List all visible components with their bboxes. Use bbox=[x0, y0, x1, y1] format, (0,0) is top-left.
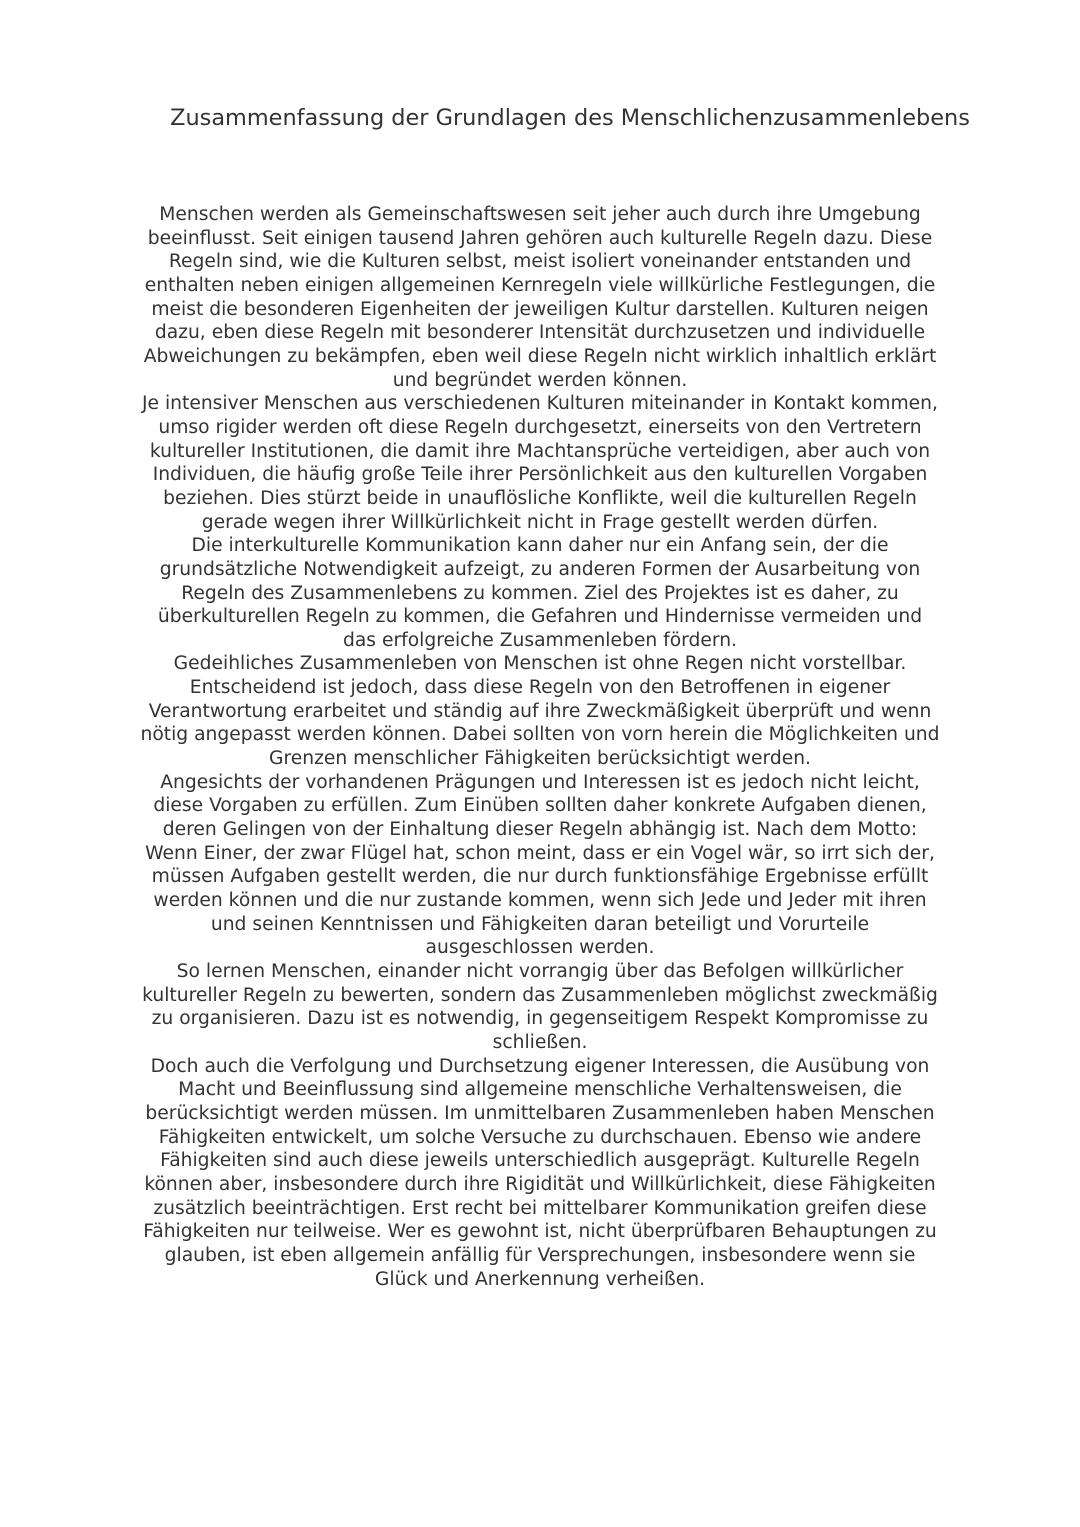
body-text-line: So lernen Menschen, einander nicht vorrangig über das Befolgen willkürlicher bbox=[176, 961, 904, 982]
body-text-line: Abweichungen zu bekämpfen, eben weil diese Regeln nicht wirklich inhaltlich erklärt bbox=[143, 345, 937, 367]
body-text-line: Glück und Anerkennung verheißen. bbox=[374, 1268, 706, 1290]
body-text-line: diese Vorgaben zu erfüllen. Zum Einüben sollten daher konkrete Aufgaben dienen, bbox=[153, 795, 927, 817]
body-text-line: Je intensiver Menschen aus verschiedenen Kulturen miteinander in Kontakt kommen, bbox=[142, 393, 938, 415]
body-text-line: berücksichtigt werden müssen. Im unmittelbaren Zusammenleben haben Menschen bbox=[145, 1102, 935, 1124]
body-text-line: Verantwortung erarbeitet und ständig auf ihre Zweckmäßigkeit überprüft und wenn bbox=[148, 700, 932, 722]
body-text-line: werden können und die nur zustande kommen, wenn sich Jede und Jeder mit ihren bbox=[153, 890, 927, 912]
body-text-line: meist die besonderen Eigenheiten der jeweiligen Kultur darstellen. Kulturen neigen bbox=[151, 298, 929, 320]
body-text-line: dazu, eben diese Regeln mit besonderer Intensität durchzusetzen und individuelle bbox=[154, 322, 926, 344]
body-text-line: Regeln des Zusammenlebens zu kommen. Ziel des Projektes ist es daher, zu bbox=[181, 582, 899, 604]
body-text-line: beziehen. Dies stürzt beide in unauflösliche Konflikte, weil die kulturellen Regeln bbox=[163, 487, 917, 509]
body-text-line: Angesichts der vorhandenen Prägungen und Interessen ist es jedoch nicht leicht, bbox=[160, 771, 920, 793]
body-text-line: überkulturellen Regeln zu kommen, die Gefahren und Hindernisse vermeiden und bbox=[157, 606, 923, 628]
body-text-line: Entscheidend ist jedoch, dass diese Regeln von den Betroffenen in eigener bbox=[189, 677, 891, 699]
body-text-line: deren Gelingen von der Einhaltung dieser Regeln abhängig ist. Nach dem Motto: bbox=[162, 819, 918, 841]
body-text-line: Gedeihliches Zusammenleben von Menschen ist ohne Regen nicht vorstellbar. bbox=[173, 653, 907, 675]
body-text-line: Fähigkeiten nur teilweise. Wer es gewohnt ist, nicht überprüfbaren Behauptungen zu bbox=[143, 1221, 937, 1243]
body-text-line: beeinflusst. Seit einigen tausend Jahren gehören auch kulturelle Regeln dazu. Diese bbox=[147, 227, 933, 249]
body-text-line: müssen Aufgaben gestellt werden, die nur durch funktionsfähige Ergebnisse erfüllt bbox=[151, 866, 929, 888]
body-text-line: grundsätzliche Notwendigkeit aufzeigt, zu anderen Formen der Ausarbeitung von bbox=[159, 558, 921, 580]
body-text-line: und seinen Kenntnissen und Fähigkeiten daran beteiligt und Vorurteile bbox=[210, 913, 870, 935]
body-text-line: umso rigider werden oft diese Regeln durchgesetzt, einerseits von den Vertretern bbox=[158, 416, 922, 438]
document-body bbox=[100, 203, 980, 1291]
body-text-line: ausgeschlossen werden. bbox=[425, 937, 655, 959]
body-text-line: Doch auch die Verfolgung und Durchsetzung eigener Interessen, die Ausübung von bbox=[150, 1055, 930, 1077]
body-text-line: und begründet werden können. bbox=[392, 369, 688, 391]
body-text-line: zu organisieren. Dazu ist es notwendig, in gegenseitigem Respekt Kompromisse zu bbox=[151, 1008, 929, 1030]
body-text-line: nötig angepasst werden können. Dabei sollten von vorn herein die Möglichkeiten und bbox=[140, 724, 940, 746]
body-text-line: Fähigkeiten sind auch diese jeweils unterschiedlich ausgeprägt. Kulturelle Regeln bbox=[160, 1150, 920, 1172]
body-text-line: Regeln sind, wie die Kulturen selbst, meist isoliert voneinander entstanden und bbox=[168, 251, 912, 273]
body-text-line: gerade wegen ihrer Willkürlichkeit nicht in Frage gestellt werden dürfen. bbox=[201, 511, 879, 533]
body-text-line: können aber, insbesondere durch ihre Rigidität und Willkürlichkeit, diese Fähigkeiten bbox=[144, 1173, 936, 1195]
body-text-line: kultureller Regeln zu bewerten, sondern das Zusammenleben möglichst zweckmäßig bbox=[142, 984, 938, 1006]
body-text-line: Menschen werden als Gemeinschaftswesen seit jeher auch durch ihre Umgebung bbox=[159, 204, 921, 225]
body-text-line: kultureller Institutionen, die damit ihre Machtansprüche verteidigen, aber auch von bbox=[149, 440, 931, 462]
body-text-line: Macht und Beeinflussung sind allgemeine menschliche Verhaltensweisen, die bbox=[178, 1079, 902, 1101]
body-text-line: Die interkulturelle Kommunikation kann daher nur ein Anfang sein, der die bbox=[191, 535, 889, 557]
body-text-line: zusätzlich beeinträchtigen. Erst recht bei mittelbarer Kommunikation greifen diese bbox=[153, 1197, 927, 1219]
body-text-line: Wenn Einer, der zwar Flügel hat, schon meint, dass er ein Vogel wär, so irrt sich der, bbox=[145, 842, 935, 864]
body-text-line: Individuen, die häufig große Teile ihrer Persönlichkeit aus den kulturellen Vorgaben bbox=[152, 464, 928, 486]
document-title: Zusammenfassung der Grundlagen des Menschlichenzusammenlebens bbox=[170, 105, 970, 131]
body-text-line: Grenzen menschlicher Fähigkeiten berücksichtigt werden. bbox=[269, 748, 811, 770]
body-text-line: enthalten neben einigen allgemeinen Kernregeln viele willkürliche Festlegungen, die bbox=[144, 274, 936, 296]
body-text-line: glauben, ist eben allgemein anfällig für Versprechungen, insbesondere wenn sie bbox=[164, 1244, 916, 1266]
body-text-line: das erfolgreiche Zusammenleben fördern. bbox=[342, 629, 738, 651]
body-text-line: schließen. bbox=[492, 1031, 588, 1053]
body-text-line: Fähigkeiten entwickelt, um solche Versuche zu durchschauen. Ebenso wie andere bbox=[158, 1126, 922, 1148]
